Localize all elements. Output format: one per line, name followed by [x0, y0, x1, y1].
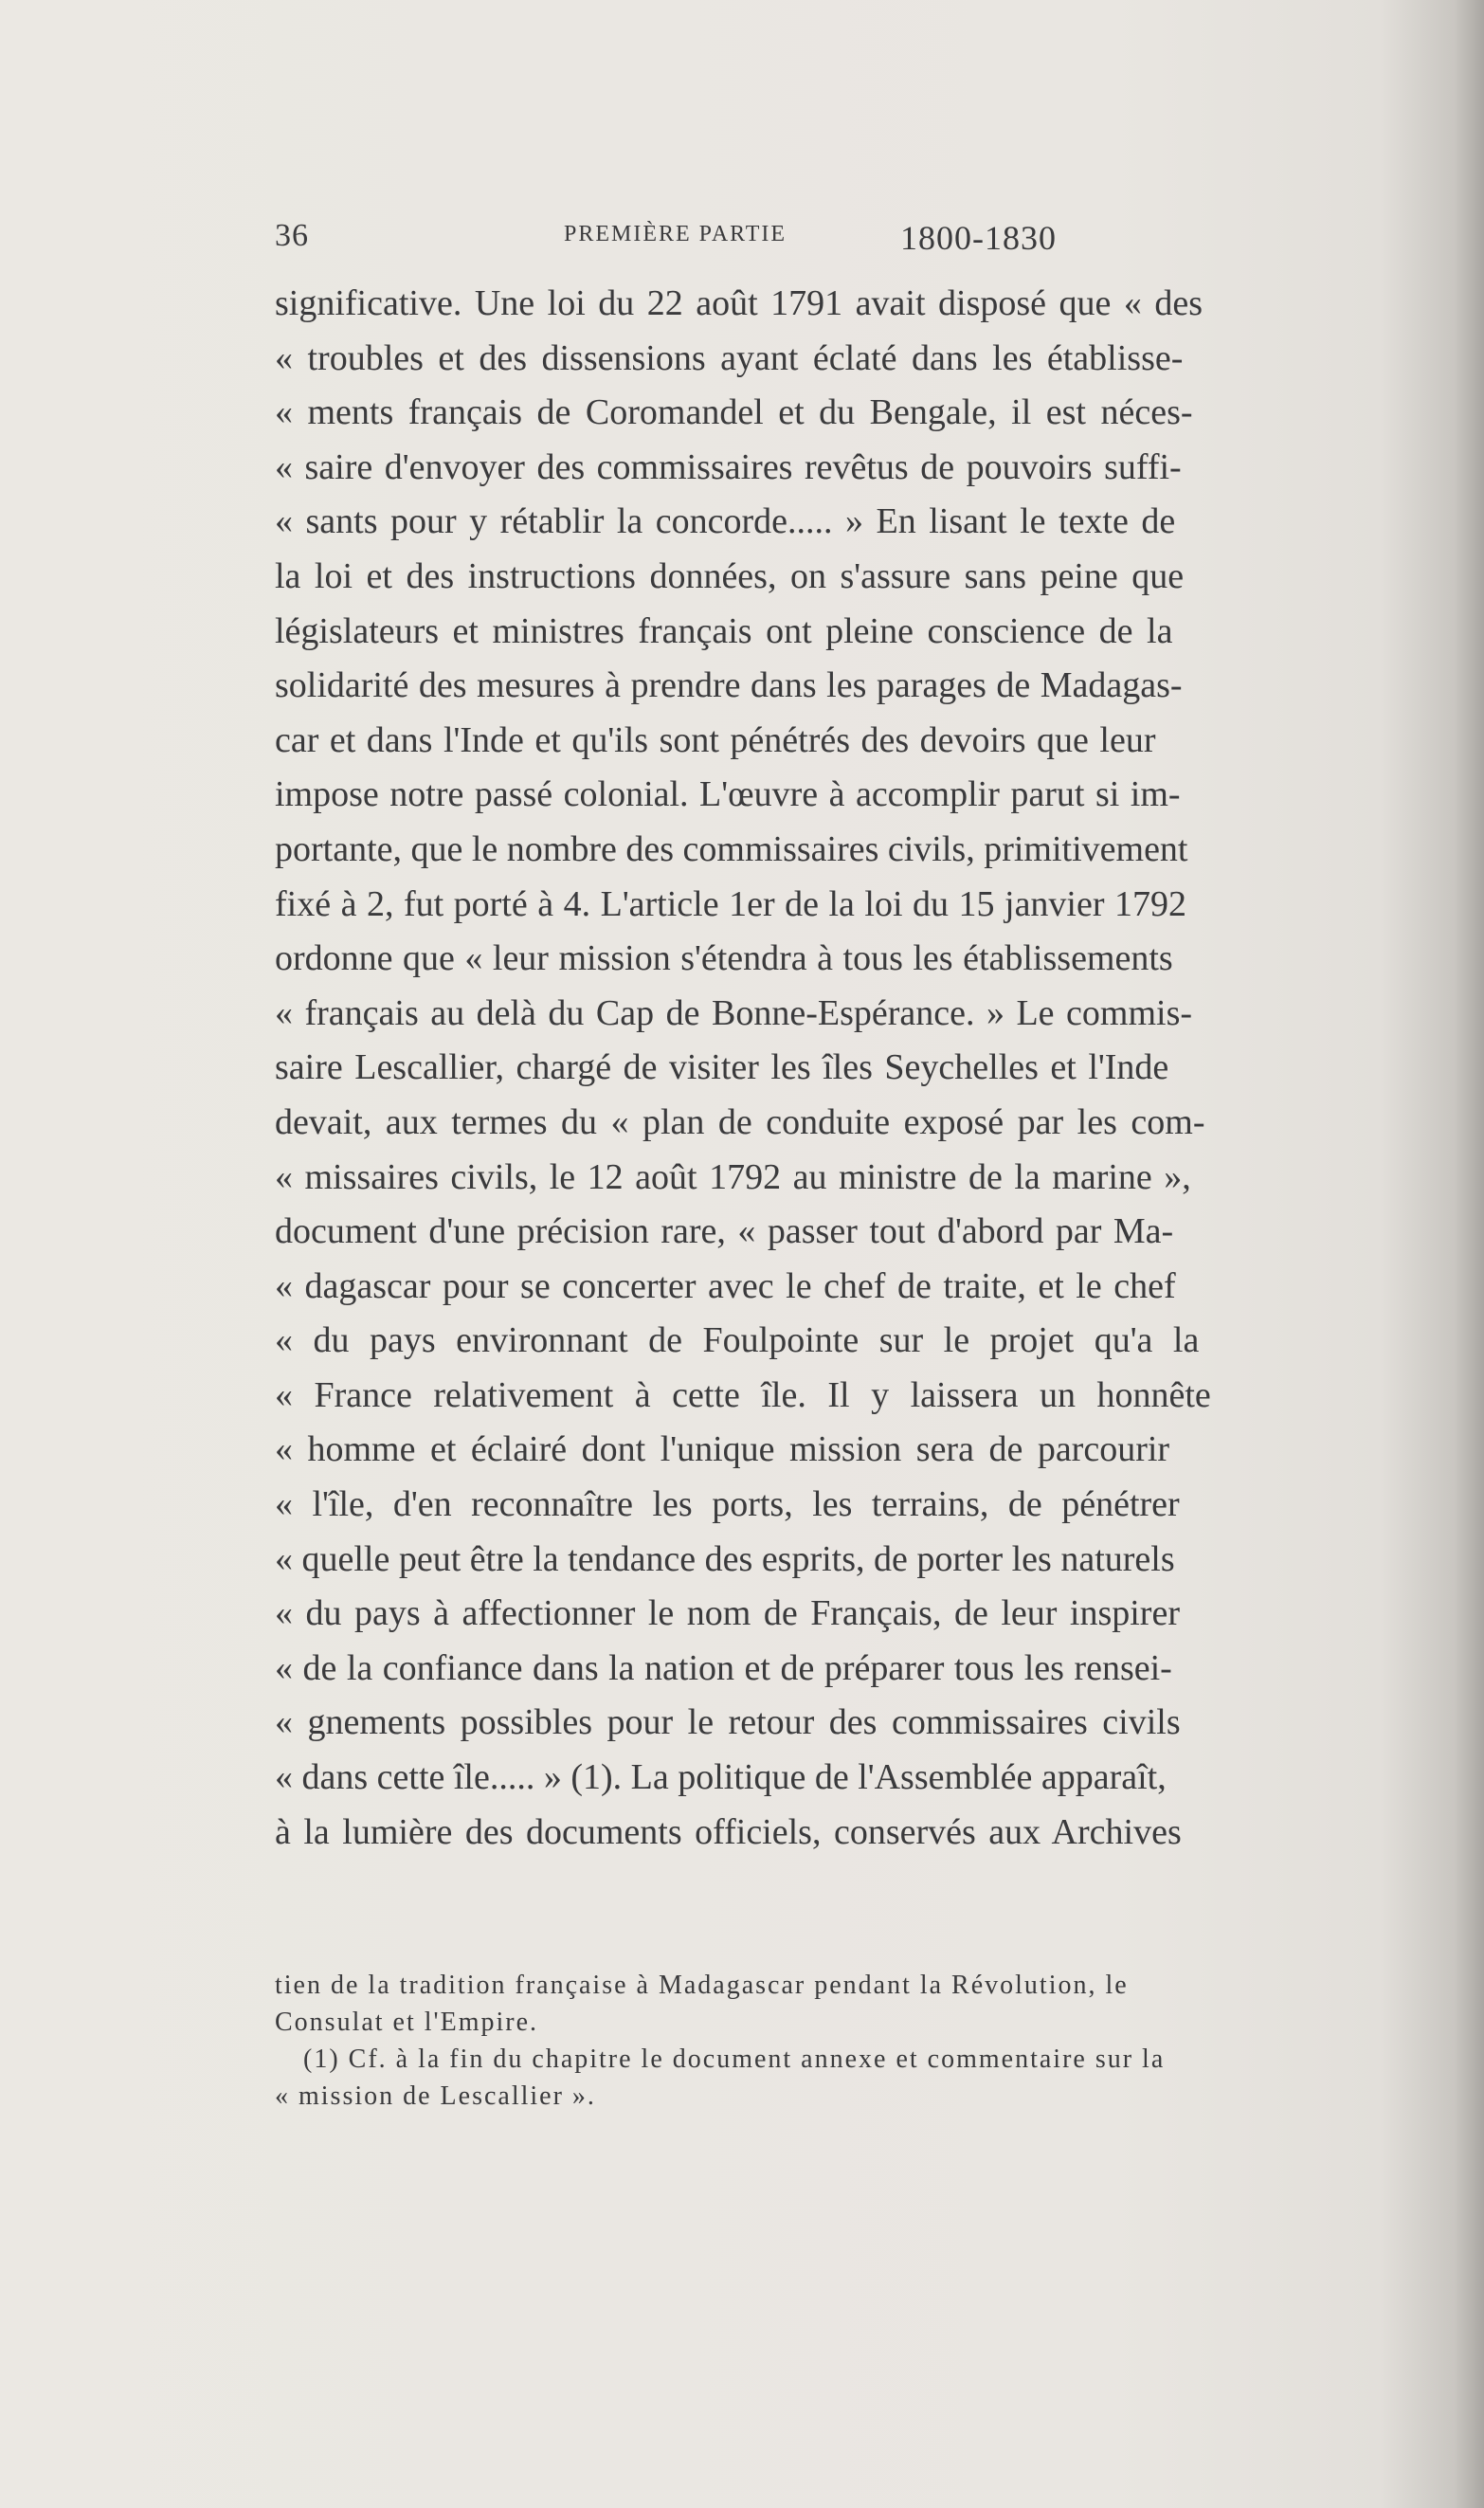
text-line: « France relativement à cette île. Il y laissera un honnête	[275, 1374, 1211, 1415]
text-line: la loi et des instructions données, on s'assure sans peine que	[275, 555, 1185, 596]
text-line: car et dans l'Inde et qu'ils sont pénétrés des devoirs que leur	[275, 719, 1156, 760]
footnote-line: (1) Cf. à la fin du chapitre le document annexe et commentaire sur la	[303, 2045, 1166, 2074]
text-line: « ments français de Coromandel et du Bengale, il est néces-	[275, 392, 1193, 433]
page-number: 36	[275, 218, 309, 253]
text-line: à la lumière des documents officiels, conservés aux Archives	[275, 1811, 1182, 1852]
running-years: 1800-1830	[900, 219, 1057, 257]
text-line: « saire d'envoyer des commissaires revêtus de pouvoirs suffi-	[275, 446, 1182, 487]
text-line: « du pays environnant de Foulpointe sur le projet qu'a la	[275, 1320, 1200, 1361]
footnote-line: Consulat et l'Empire.	[275, 2008, 539, 2037]
text-line: « dans cette île..... » (1). La politique de l'Assemblée apparaît,	[275, 1757, 1167, 1798]
text-line: devait, aux termes du « plan de conduite exposé par les com-	[275, 1101, 1205, 1142]
text-line: fixé à 2, fut porté à 4. L'article 1er de la loi du 15 janvier 1792	[275, 883, 1187, 924]
text-line: saire Lescallier, chargé de visiter les îles Seychelles et l'Inde	[275, 1047, 1169, 1088]
text-line: « l'île, d'en reconnaître les ports, les terrains, de pénétrer	[275, 1484, 1180, 1525]
text-line: « dagascar pour se concerter avec le chef de traite, et le chef	[275, 1265, 1176, 1306]
text-line: solidarité des mesures à prendre dans les parages de Madagas-	[275, 665, 1183, 706]
footnote-line: « mission de Lescallier ».	[275, 2081, 596, 2111]
text-line: significative. Une loi du 22 août 1791 avait disposé que « des	[275, 283, 1203, 323]
footnotes	[275, 1967, 1421, 2115]
text-line: « missaires civils, le 12 août 1792 au ministre de la marine »,	[275, 1156, 1191, 1197]
footnote-line: tien de la tradition française à Madagascar pendant la Révolution, le	[275, 1971, 1129, 2000]
body-text	[275, 277, 1421, 1860]
text-line: « du pays à affectionner le nom de Français, de leur inspirer	[275, 1593, 1180, 1634]
text-line: législateurs et ministres français ont pleine conscience de la	[275, 610, 1173, 651]
running-title: PREMIÈRE PARTIE	[564, 222, 787, 246]
running-head	[275, 218, 1071, 265]
text-line: « troubles et des dissensions ayant éclaté dans les établisse-	[275, 337, 1184, 378]
text-line: document d'une précision rare, « passer tout d'abord par Ma-	[275, 1211, 1174, 1252]
text-line: « français au delà du Cap de Bonne-Espérance. » Le commis-	[275, 992, 1193, 1033]
text-line: impose notre passé colonial. L'œuvre à accomplir parut si im-	[275, 774, 1181, 815]
text-line: ordonne que « leur mission s'étendra à tous les établissements	[275, 938, 1173, 979]
text-line: portante, que le nombre des commissaires civils, primitivement	[275, 828, 1188, 869]
text-line: « gnements possibles pour le retour des commissaires civils	[275, 1702, 1181, 1743]
text-line: « de la confiance dans la nation et de préparer tous les rensei-	[275, 1647, 1172, 1688]
text-line: « quelle peut être la tendance des esprits, de porter les naturels	[275, 1538, 1175, 1579]
text-line: « sants pour y rétablir la concorde..... » En lisant le texte de	[275, 501, 1176, 542]
text-line: « homme et éclairé dont l'unique mission sera de parcourir	[275, 1429, 1170, 1470]
